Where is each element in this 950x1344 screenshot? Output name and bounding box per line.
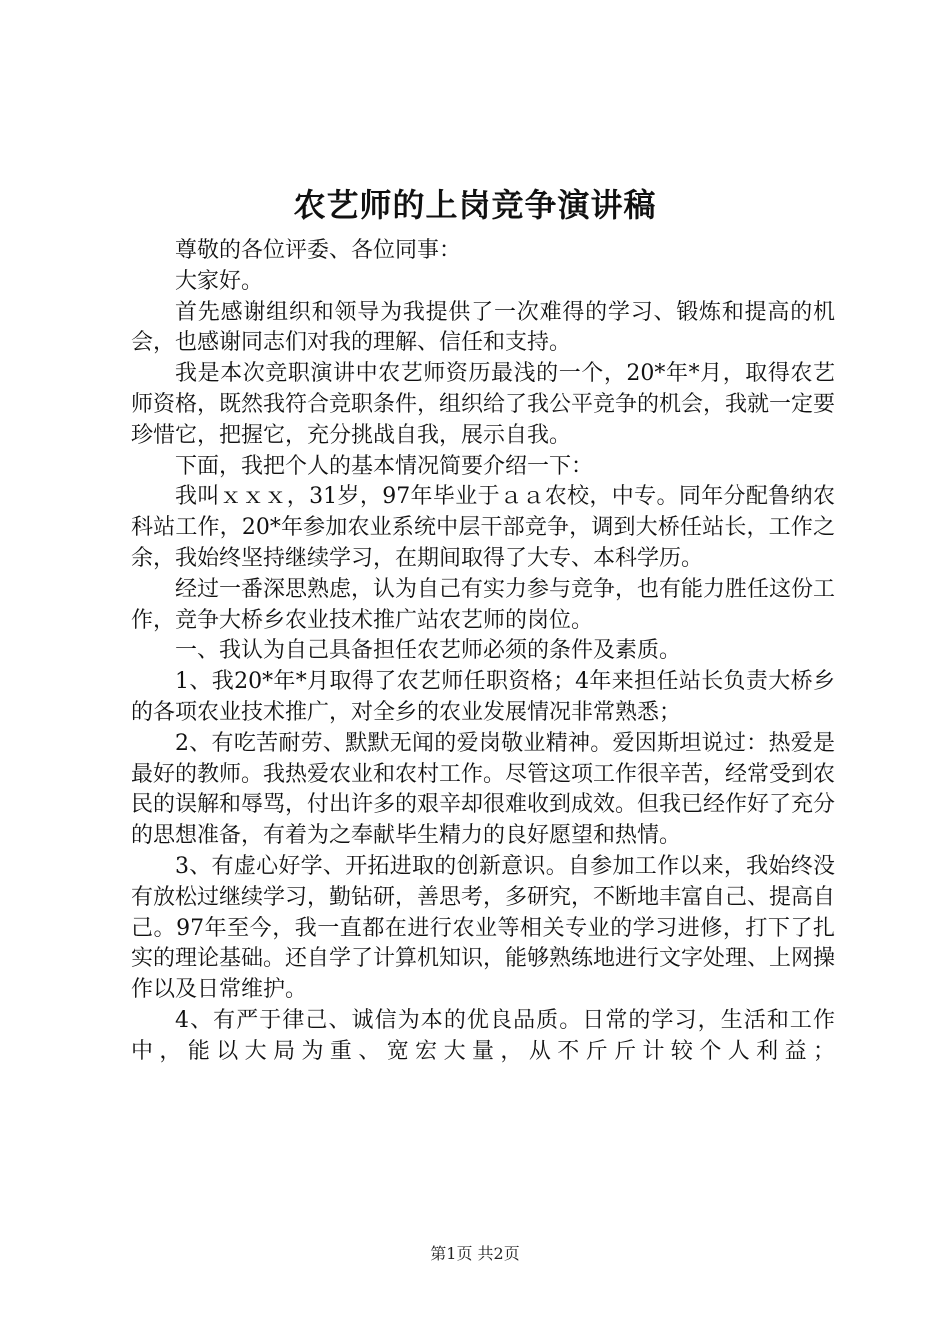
paragraph-motivation: 经过一番深思熟虑，认为自己有实力参与竞争，也有能力胜任这份工作，竞争大桥乡农业技术推广站农艺师的岗位。 [131, 576, 836, 633]
paragraph-point-3: 3、有虚心好学、开拓进取的创新意识。自参加工作以来，我始终没有放松过继续学习，勤钻研，善思考，多研究，不断地丰富自己、提高自己。97年至今，我一直都在进行农业等相关专业的学习进修，打下了扎实的理论基础。还自学了计算机知识，能够熟练地进行文字处理、上网操作以及日常维护。 [131, 853, 836, 1003]
paragraph-point-1: 1、我20*年*月取得了农艺师任职资格；4年来担任站长负责大桥乡的各项农业技术推广，对全乡的农业发展情况非常熟悉； [131, 669, 835, 725]
paragraph-background: 我叫ｘｘｘ，31岁，97年毕业于ａａ农校，中专。同年分配鲁纳农科站工作，20*年参加农业系统中层干部竞争，调到大桥任站长，工作之余，我始终坚持继续学习，在期间取得了大专、本科学历。 [131, 484, 835, 571]
document-body [131, 236, 835, 1068]
paragraph-thanks: 首先感谢组织和领导为我提供了一次难得的学习、锻炼和提高的机会，也感谢同志们对我的理解、信任和支持。 [131, 299, 835, 356]
paragraph-section-one: 一、我认为自己具备担任农艺师必须的条件及素质。 [175, 638, 682, 664]
paragraph-point-2: 2、有吃苦耐劳、默默无闻的爱岗敬业精神。爱因斯坦说过：热爱是最好的教师。我热爱农业和农村工作。尽管这项工作很辛苦，经常受到农民的误解和辱骂，付出许多的艰辛却很难收到成效。但我已经作好了充分的思想准备，有着为之奉献毕生精力的良好愿望和热情。 [131, 730, 836, 849]
paragraph-point-4: 4、有严于律己、诚信为本的优良品质。日常的学习，生活和工作中，能以大局为重、宽宏大量，从不斤斤计较个人利益； [131, 1007, 835, 1064]
paragraph-salutation: 尊敬的各位评委、各位同事： [175, 238, 462, 263]
page-footer: 第1页 共2页 [430, 1244, 520, 1263]
paragraph-greeting: 大家好。 [175, 268, 264, 294]
paragraph-intro-lead: 下面，我把个人的基本情况简要介绍一下： [175, 453, 594, 479]
page-title: 农艺师的上岗竞争演讲稿 [293, 186, 657, 224]
paragraph-qualification: 我是本次竞职演讲中农艺师资历最浅的一个，20*年*月，取得农艺师资格，既然我符合竞职条件，组织给了我公平竞争的机会，我就一定要珍惜它，把握它，充分挑战自我，展示自我。 [131, 361, 836, 448]
